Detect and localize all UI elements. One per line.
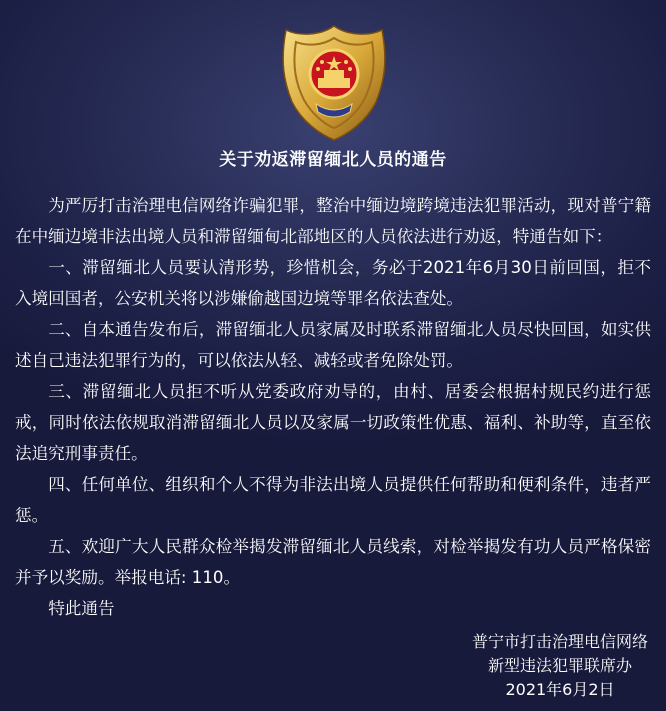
closing: 特此通告	[48, 599, 115, 618]
intro-paragraph: 为严厉打击治理电信网络诈骗犯罪，整治中缅边境跨境违法犯罪活动，现对普宁籍在中缅边境非法出境人员和滞留缅甸北部地区的人员依法进行劝返，特通告如下：	[15, 196, 651, 246]
clause-3: 三、滞留缅北人员拒不听从党委政府劝导的，由村、居委会根据村规民约进行惩戒，同时依法依规取消滞留缅北人员以及家属一切政策性优惠、福利、补助等，直至依法追究刑事责任。	[15, 382, 651, 463]
signature-org-line1: 普宁市打击治理电信网络	[471, 632, 648, 651]
clause-1: 一、滞留缅北人员要认清形势，珍惜机会，务必于2021年6月30日前回国，拒不入境回国者，公安机关将以涉嫌偷越国边境等罪名依法查处。	[15, 258, 651, 308]
signature-block	[460, 630, 660, 702]
notice-body	[15, 190, 651, 624]
clause-2: 二、自本通告发布后，滞留缅北人员家属及时联系滞留缅北人员尽快回国，如实供述自己违法犯罪行为的，可以依法从轻、减轻或者免除处罚。	[15, 320, 651, 370]
notice-title: 关于劝返滞留缅北人员的通告	[219, 150, 447, 170]
police-emblem-icon	[278, 22, 390, 144]
clause-5: 五、欢迎广大人民群众检举揭发滞留缅北人员线索，对检举揭发有功人员严格保密并予以奖励。举报电话: 110。	[15, 537, 651, 587]
signature-org-line2: 新型违法犯罪联席办	[487, 656, 632, 675]
signature-date: 2021年6月2日	[505, 680, 615, 699]
clause-4: 四、任何单位、组织和个人不得为非法出境人员提供任何帮助和便利条件，违者严惩。	[15, 475, 651, 525]
